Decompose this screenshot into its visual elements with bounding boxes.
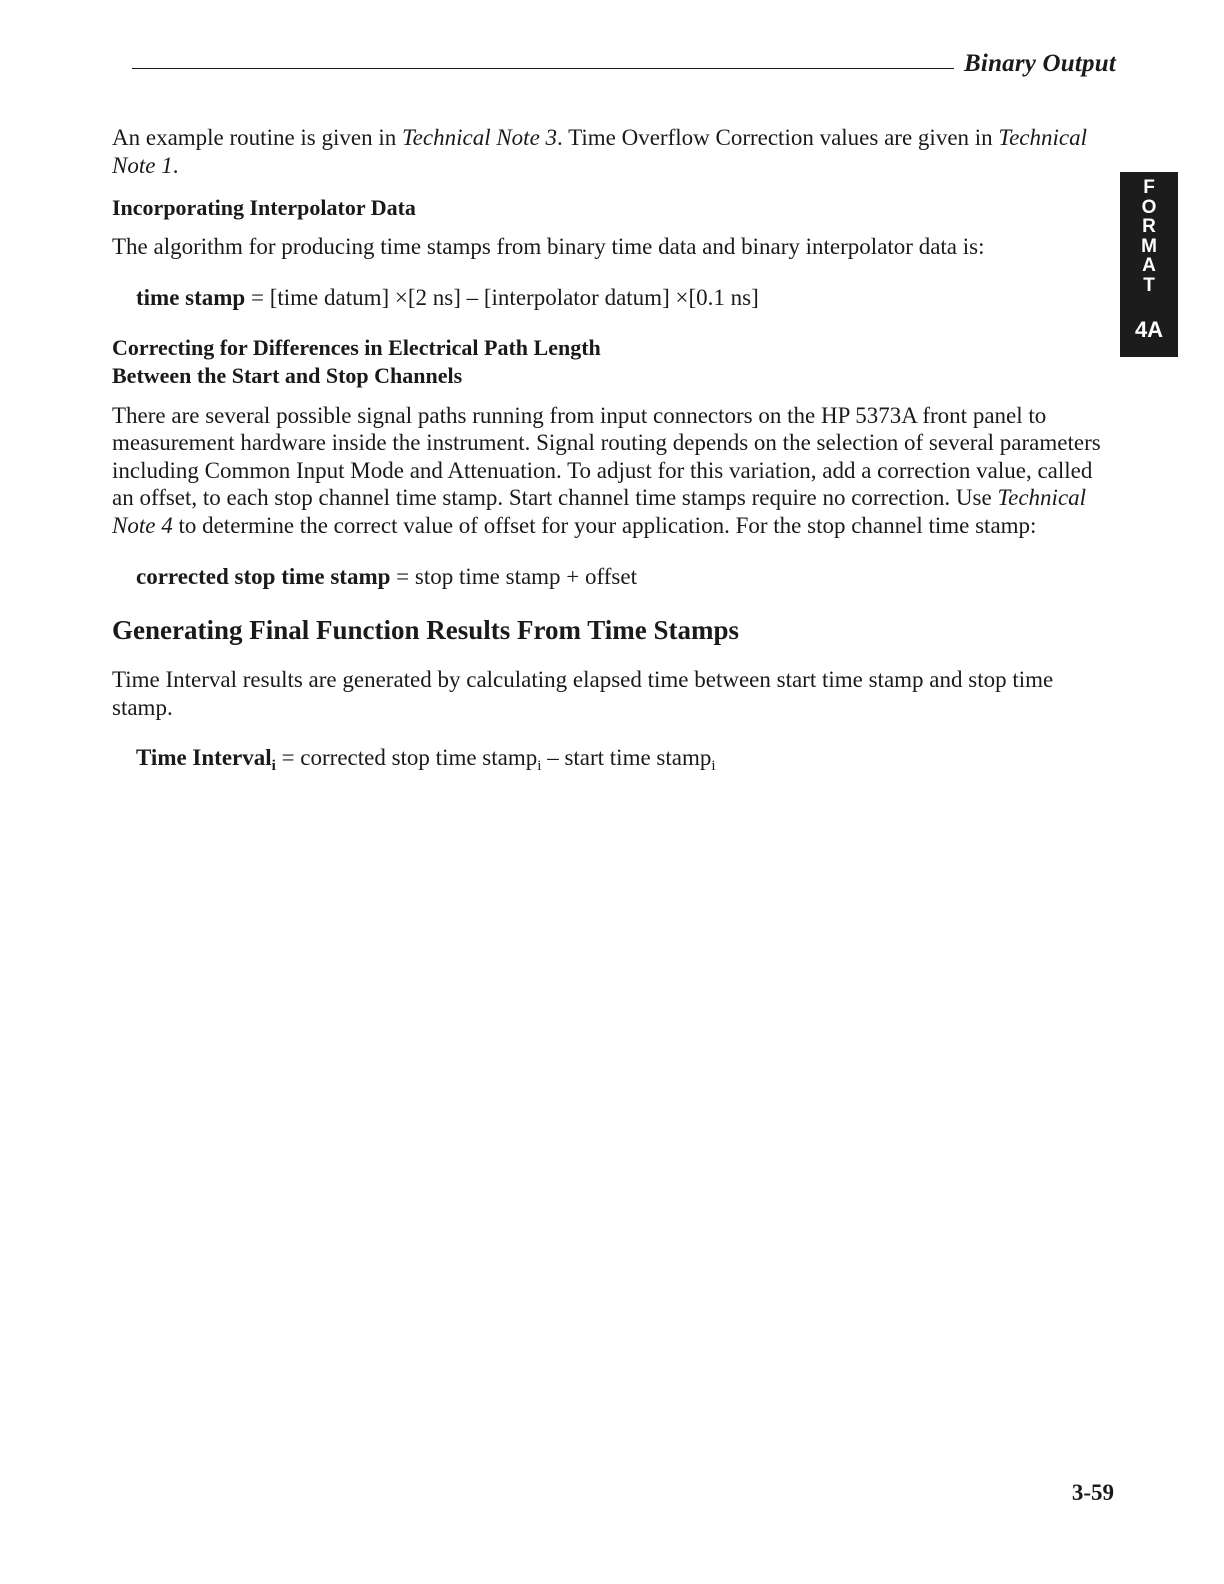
path-length-paragraph	[112, 402, 1112, 540]
page-body	[112, 124, 1112, 772]
formula-label: time stamp	[136, 284, 246, 310]
tab-letter: T	[1143, 274, 1155, 296]
heading-final-results: Generating Final Function Results From Time Stamps	[112, 615, 740, 645]
technical-note-3-ref: Technical Note 3	[402, 125, 558, 150]
intro-text: .	[172, 152, 179, 178]
intro-paragraph	[112, 124, 1112, 179]
paragraph-text: There are several possible signal paths running from input connectors on the HP 5373A front panel to measurement hardware inside the instrument. Signal routing depends on the selection of several parameters including Common Input Mode and Attenuation. To adjust for this variation, add a correction value, called an offset, to each stop channel time stamp. Start channel time stamps require no correction. Use	[112, 402, 1101, 510]
formula-label: Time Interval$_i$	[136, 745, 276, 774]
time-interval-paragraph: Time Interval results are generated by calculating elapsed time between start time stamp and stop time stamp.	[112, 667, 1054, 720]
header-rule	[132, 68, 954, 69]
interpolator-paragraph: The algorithm for producing time stamps from binary time data and binary interpolator data is:	[112, 234, 985, 259]
formula-expression: = stop time stamp + offset	[390, 564, 637, 589]
time-interval-formula	[136, 744, 1112, 772]
section-tab	[1120, 172, 1178, 357]
tab-letter: A	[1142, 255, 1156, 276]
tab-letter: O	[1141, 196, 1157, 218]
paragraph-text: to determine the correct value of offset for your application. For the stop channel time stamp:	[172, 512, 1037, 538]
heading-line: Between the Start and Stop Channels	[112, 362, 463, 388]
corrected-stop-formula	[136, 563, 1112, 591]
heading-path-length	[112, 334, 1112, 390]
intro-text: . Time Overflow Correction values are given in	[557, 125, 999, 150]
technical-note-1-ref: Technical Note 1	[112, 125, 1088, 178]
formula-label: corrected stop time stamp	[136, 564, 391, 589]
page-number: 3-59	[1071, 1480, 1114, 1505]
section-tab-code: 4A	[1134, 317, 1164, 342]
section-tab-letters	[1120, 178, 1178, 295]
formula-expression: = [time datum] ×[2 ns] – [interpolator datum] ×[0.1 ns]	[245, 284, 759, 310]
heading-line: Correcting for Differences in Electrical Path Length	[112, 334, 601, 360]
tab-letter: M	[1141, 235, 1157, 257]
intro-text: An example routine is given in	[112, 125, 402, 150]
technical-note-4-ref: Technical Note 4	[112, 485, 1087, 538]
tab-letter: F	[1143, 177, 1155, 198]
formula-expression: = corrected stop time stamp$_i$ – start time stamp$_i$	[275, 745, 716, 774]
time-stamp-formula	[136, 284, 1112, 312]
heading-interpolator-data: Incorporating Interpolator Data	[112, 195, 416, 220]
tab-letter: R	[1142, 216, 1156, 237]
running-head: Binary Output	[964, 50, 1116, 77]
